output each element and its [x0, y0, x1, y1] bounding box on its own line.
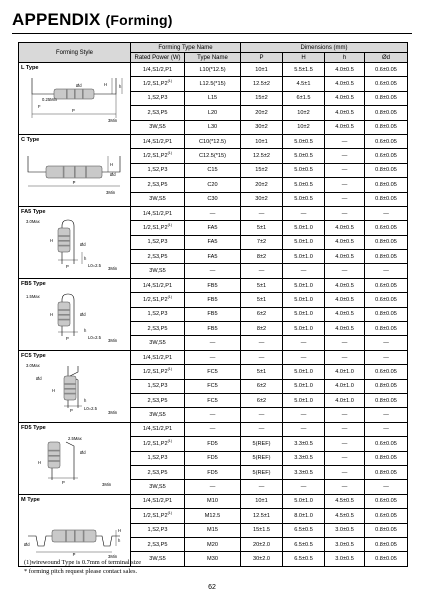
od-cell: 0.8±0.05 [365, 451, 408, 465]
forming-style-name: FD5 Type [21, 424, 46, 431]
forming-style-cell [19, 278, 131, 350]
forming-style-cell [19, 134, 131, 206]
rated-power-cell: 2,S3,P5 [131, 106, 185, 120]
h-upper-cell: 6.5±0.5 [283, 523, 325, 537]
rated-power-cell: 1/4,S1/2,P1 [131, 278, 185, 292]
p-cell: 5±1 [241, 221, 283, 235]
h-upper-cell: — [283, 422, 325, 436]
h-upper-cell: — [283, 480, 325, 494]
fa5-type-diagram [22, 218, 126, 270]
od-cell: 0.6±0.05 [365, 149, 408, 163]
type-name-cell: FC5 [185, 379, 241, 393]
type-name-cell: — [185, 350, 241, 364]
h-lower-cell: — [325, 480, 365, 494]
p-cell: 20±2.0 [241, 537, 283, 551]
h-upper-cell: 10±2 [283, 106, 325, 120]
rated-power-cell: 1/4,S1/2,P1 [131, 134, 185, 148]
diagram-label: 3Min [106, 189, 116, 195]
od-cell: — [365, 264, 408, 278]
page-number: 62 [208, 584, 216, 591]
od-cell: 0.6±0.05 [365, 494, 408, 508]
h-lower-cell: — [325, 192, 365, 206]
rated-power-cell: 3W,S5 [131, 264, 185, 278]
type-name-cell: FD5 [185, 465, 241, 479]
rated-power-cell: 1/2,S1,P2$^{(1)}$ [131, 509, 185, 523]
p-cell: 5(REF) [241, 451, 283, 465]
p-cell: 15±2 [241, 91, 283, 105]
forming-style-cell [19, 422, 131, 494]
p-cell: 10±1 [241, 134, 283, 148]
type-name-cell: M30 [185, 552, 241, 566]
table-row [19, 206, 408, 220]
type-name-cell: — [185, 480, 241, 494]
rated-power-cell: 1/4,S1/2,P1 [131, 206, 185, 220]
type-name-cell: FA5 [185, 250, 241, 264]
rated-power-cell: 3W,S5 [131, 192, 185, 206]
rated-power-cell: 3W,S5 [131, 120, 185, 134]
od-cell: 0.8±0.05 [365, 307, 408, 321]
h-lower-cell: 4.0±0.5 [325, 293, 365, 307]
header-h-upper: H [283, 53, 325, 63]
diagram-label: Ød [36, 375, 42, 381]
od-cell: 0.8±0.05 [365, 250, 408, 264]
page-title [12, 10, 173, 30]
h-upper-cell: 5.0±0.5 [283, 178, 325, 192]
rated-power-cell: 1/2,S1,P2$^{(1)}$ [131, 221, 185, 235]
od-cell: 0.8±0.05 [365, 91, 408, 105]
rated-power-cell: 1,S2,P3 [131, 451, 185, 465]
diagram-label: H [50, 311, 54, 317]
rated-power-cell: 1/2,S1,P2$^{(1)}$ [131, 149, 185, 163]
header-type-name: Type Name [185, 53, 241, 63]
type-name-cell: FD5 [185, 437, 241, 451]
h-upper-cell: 5.5±1.5 [283, 63, 325, 77]
h-lower-cell: — [325, 178, 365, 192]
type-name-cell: FD5 [185, 451, 241, 465]
h-lower-cell: — [325, 149, 365, 163]
p-cell: 12.5±2 [241, 77, 283, 91]
forming-style-name: M Type [21, 496, 40, 503]
h-lower-cell: 4.0±1.0 [325, 379, 365, 393]
h-upper-cell: 8.0±1.0 [283, 509, 325, 523]
rated-power-cell: 3W,S5 [131, 408, 185, 422]
h-upper-cell: 4.5±1 [283, 77, 325, 91]
p-cell: 30±2 [241, 120, 283, 134]
diagram-label: 3.0Max [26, 362, 40, 368]
type-name-cell: C15 [185, 163, 241, 177]
rated-power-cell: 1,S2,P3 [131, 523, 185, 537]
diagram-label: P [66, 335, 69, 341]
diagram-label: P [62, 479, 65, 485]
c-type-diagram [22, 146, 126, 198]
table-row [19, 134, 408, 148]
h-upper-cell: 10±2 [283, 120, 325, 134]
h-lower-cell: 4.0±1.0 [325, 393, 365, 407]
od-cell: 0.6±0.05 [365, 134, 408, 148]
h-upper-cell: 3.3±0.5 [283, 451, 325, 465]
forming-style-cell [19, 63, 131, 135]
forming-style-name: FB5 Type [21, 280, 46, 287]
p-cell: 5(REF) [241, 465, 283, 479]
fc5-type-diagram [22, 362, 126, 414]
forming-style-name: FA5 Type [21, 208, 46, 215]
type-name-cell: L15 [185, 91, 241, 105]
h-lower-cell: 3.0±0.5 [325, 537, 365, 551]
diagram-label: 0.25Min [42, 97, 57, 102]
od-cell: 0.8±0.05 [365, 178, 408, 192]
diagram-label: 1.5Max [26, 293, 40, 299]
diagram-label: P [72, 179, 76, 185]
type-name-cell: FC5 [185, 393, 241, 407]
page-title-main: APPENDIX [12, 10, 101, 29]
diagram-label: 3Min [108, 409, 118, 414]
header-forming-style: Forming Style [19, 43, 131, 63]
p-cell: 7±2 [241, 235, 283, 249]
od-cell: 0.6±0.05 [365, 293, 408, 307]
h-lower-cell: 4.0±0.5 [325, 120, 365, 134]
p-cell: 10±1 [241, 494, 283, 508]
h-upper-cell: 5.0±0.5 [283, 134, 325, 148]
forming-table [18, 42, 408, 567]
h-upper-cell: 5.0±1.0 [283, 365, 325, 379]
type-name-cell: M20 [185, 537, 241, 551]
rated-power-cell: 1/2,S1,P2$^{(1)}$ [131, 293, 185, 307]
type-name-cell: FB5 [185, 278, 241, 292]
od-cell: 0.6±0.05 [365, 365, 408, 379]
h-lower-cell: 4.0±0.5 [325, 250, 365, 264]
p-cell: — [241, 336, 283, 350]
type-name-cell: L10(*12.5) [185, 63, 241, 77]
p-cell: 5±1 [241, 278, 283, 292]
h-lower-cell: 4.0±0.5 [325, 322, 365, 336]
table-row [19, 350, 408, 364]
h-upper-cell: 6.5±0.5 [283, 537, 325, 551]
od-cell: — [365, 350, 408, 364]
rated-power-cell: 2,S3,P5 [131, 250, 185, 264]
diagram-label: Ød [24, 541, 30, 547]
type-name-cell: C10(*12.5) [185, 134, 241, 148]
type-name-cell: M15 [185, 523, 241, 537]
forming-style-name: FC5 Type [21, 352, 46, 359]
type-name-cell: M12.5 [185, 509, 241, 523]
rated-power-cell: 3W,S5 [131, 336, 185, 350]
forming-style-name: C Type [21, 136, 40, 143]
diagram-label: H [110, 161, 114, 167]
diagram-label: H [50, 237, 54, 243]
h-lower-cell: 3.0±0.5 [325, 552, 365, 566]
diagram-label: P [72, 551, 76, 557]
h-upper-cell: — [283, 206, 325, 220]
type-name-cell: M10 [185, 494, 241, 508]
p-cell: 12.5±1 [241, 509, 283, 523]
h-lower-cell: — [325, 437, 365, 451]
diagram-label: H [38, 459, 42, 465]
h-upper-cell: 6±1.5 [283, 91, 325, 105]
od-cell: 0.8±0.05 [365, 192, 408, 206]
p-cell: 5±1 [241, 365, 283, 379]
diagram-label: P [70, 407, 73, 413]
od-cell: 0.8±0.05 [365, 537, 408, 551]
p-cell: — [241, 408, 283, 422]
h-upper-cell: — [283, 336, 325, 350]
table-row [19, 278, 408, 292]
diagram-label: H [118, 527, 122, 533]
p-cell: — [241, 206, 283, 220]
p-cell: 12.5±2 [241, 149, 283, 163]
diagram-label: Ød [76, 83, 82, 88]
h-upper-cell: 5.0±1.0 [283, 278, 325, 292]
rated-power-cell: 1,S2,P3 [131, 235, 185, 249]
diagram-label: 3Min [108, 118, 118, 123]
p-cell: 30±2.0 [241, 552, 283, 566]
od-cell: 0.8±0.05 [365, 393, 408, 407]
forming-style-cell [19, 494, 131, 566]
diagram-label: P [72, 108, 75, 113]
m-type-diagram [22, 506, 126, 558]
h-upper-cell: 5.0±1.0 [283, 307, 325, 321]
diagram-label: 3Min [108, 553, 118, 558]
h-upper-cell: — [283, 408, 325, 422]
type-name-cell: — [185, 408, 241, 422]
od-cell: 0.6±0.05 [365, 77, 408, 91]
p-cell: — [241, 350, 283, 364]
type-name-cell: L30 [185, 120, 241, 134]
diagram-label: 3Min [102, 481, 112, 486]
p-cell: 5±1 [241, 293, 283, 307]
h-lower-cell: 4.0±0.5 [325, 221, 365, 235]
h-upper-cell: 3.3±0.5 [283, 437, 325, 451]
h-lower-cell: — [325, 350, 365, 364]
l-type-diagram [22, 74, 126, 126]
header-dimensions: Dimensions (mm) [241, 43, 408, 53]
od-cell: — [365, 408, 408, 422]
p-cell: 5(REF) [241, 437, 283, 451]
h-upper-cell: 5.0±1.0 [283, 379, 325, 393]
header-h-lower: h [325, 53, 365, 63]
h-upper-cell: 6.5±0.5 [283, 552, 325, 566]
rated-power-cell: 1/4,S1/2,P1 [131, 350, 185, 364]
p-cell: 8±2 [241, 250, 283, 264]
h-lower-cell: — [325, 206, 365, 220]
type-name-cell: C20 [185, 178, 241, 192]
h-upper-cell: 5.0±1.0 [283, 322, 325, 336]
h-lower-cell: 4.0±0.5 [325, 106, 365, 120]
h-lower-cell: 4.0±0.5 [325, 63, 365, 77]
type-name-cell: FB5 [185, 293, 241, 307]
diagram-label: h [84, 255, 87, 261]
forming-style-cell [19, 206, 131, 278]
diagram-label: h [119, 84, 122, 89]
rated-power-cell: 1,S2,P3 [131, 307, 185, 321]
rated-power-cell: 1,S2,P3 [131, 91, 185, 105]
rated-power-cell: 1/4,S1/2,P1 [131, 63, 185, 77]
rated-power-cell: 1/4,S1/2,P1 [131, 494, 185, 508]
type-name-cell: L12.5(*15) [185, 77, 241, 91]
od-cell: 0.6±0.05 [365, 437, 408, 451]
diagram-label: h [118, 537, 121, 543]
p-cell: 8±2 [241, 322, 283, 336]
rated-power-cell: 2,S3,P5 [131, 393, 185, 407]
h-upper-cell: 5.0±1.0 [283, 494, 325, 508]
type-name-cell: C12.5(*15) [185, 149, 241, 163]
header-od: Ød [365, 53, 408, 63]
title-rule [12, 33, 412, 34]
h-lower-cell: — [325, 336, 365, 350]
diagram-label: L0=2.5 [88, 334, 101, 340]
diagram-label: Ød [110, 171, 116, 177]
h-lower-cell: 4.0±0.5 [325, 307, 365, 321]
h-lower-cell: — [325, 451, 365, 465]
table-row [19, 494, 408, 508]
od-cell: 0.8±0.05 [365, 120, 408, 134]
p-cell: 15±1.5 [241, 523, 283, 537]
rated-power-cell: 1/2,S1,P2$^{(1)}$ [131, 365, 185, 379]
od-cell: 0.6±0.05 [365, 221, 408, 235]
od-cell: 0.8±0.05 [365, 379, 408, 393]
table-row [19, 63, 408, 77]
od-cell: — [365, 336, 408, 350]
rated-power-cell: 2,S3,P5 [131, 465, 185, 479]
h-lower-cell: 4.0±0.5 [325, 235, 365, 249]
p-cell: 15±2 [241, 163, 283, 177]
rated-power-cell: 1/2,S1,P2$^{(1)}$ [131, 77, 185, 91]
footnote-pitch-request: * forming pitch request please contact sales. [24, 568, 138, 575]
forming-style-name: L Type [21, 65, 39, 71]
type-name-cell: — [185, 264, 241, 278]
od-cell: 0.8±0.05 [365, 465, 408, 479]
od-cell: — [365, 480, 408, 494]
diagram-label: Ød [80, 449, 86, 455]
od-cell: 0.8±0.05 [365, 106, 408, 120]
type-name-cell: — [185, 422, 241, 436]
header-p: P [241, 53, 283, 63]
h-upper-cell: 5.0±0.5 [283, 163, 325, 177]
diagram-label: H [104, 82, 108, 87]
type-name-cell: FA5 [185, 221, 241, 235]
rated-power-cell: 1/4,S1/2,P1 [131, 422, 185, 436]
od-cell: 0.8±0.05 [365, 322, 408, 336]
p-cell: 20±2 [241, 106, 283, 120]
type-name-cell: L20 [185, 106, 241, 120]
fd5-type-diagram [22, 434, 126, 486]
h-lower-cell: — [325, 422, 365, 436]
h-lower-cell: 3.0±0.5 [325, 523, 365, 537]
diagram-label: h [84, 397, 87, 403]
h-lower-cell: 4.5±0.5 [325, 494, 365, 508]
p-cell: 10±1 [241, 63, 283, 77]
type-name-cell: C30 [185, 192, 241, 206]
od-cell: 0.8±0.05 [365, 523, 408, 537]
rated-power-cell: 1/2,S1,P2$^{(1)}$ [131, 437, 185, 451]
header-forming-type-name: Forming Type Name [131, 43, 241, 53]
rated-power-cell: 2,S3,P5 [131, 537, 185, 551]
table-row [19, 422, 408, 436]
rated-power-cell: 1,S2,P3 [131, 163, 185, 177]
h-lower-cell: 4.0±0.5 [325, 278, 365, 292]
h-lower-cell: 4.5±0.5 [325, 509, 365, 523]
od-cell: 0.6±0.05 [365, 278, 408, 292]
header-rated-power: Rated Power (W) [131, 53, 185, 63]
h-upper-cell: 5.0±1.0 [283, 293, 325, 307]
h-lower-cell: — [325, 163, 365, 177]
table-body [19, 63, 408, 567]
type-name-cell: — [185, 206, 241, 220]
type-name-cell: FB5 [185, 307, 241, 321]
p-cell: 6±2 [241, 379, 283, 393]
od-cell: 0.6±0.05 [365, 63, 408, 77]
forming-style-cell [19, 350, 131, 422]
od-cell: 0.8±0.05 [365, 552, 408, 566]
h-upper-cell: 5.0±0.5 [283, 149, 325, 163]
od-cell: 0.8±0.05 [365, 163, 408, 177]
h-lower-cell: 4.0±0.5 [325, 77, 365, 91]
diagram-label: H [52, 387, 56, 393]
p-cell: 6±2 [241, 393, 283, 407]
type-name-cell: — [185, 336, 241, 350]
type-name-cell: FC5 [185, 365, 241, 379]
diagram-label: F [38, 104, 41, 109]
rated-power-cell: 3W,S5 [131, 552, 185, 566]
p-cell: — [241, 480, 283, 494]
h-upper-cell: — [283, 264, 325, 278]
od-cell: 0.8±0.05 [365, 235, 408, 249]
od-cell: — [365, 206, 408, 220]
diagram-label: 2.5Max [68, 435, 82, 441]
h-lower-cell: — [325, 465, 365, 479]
diagram-label: L0=2.5 [88, 262, 101, 268]
type-name-cell: FA5 [185, 235, 241, 249]
p-cell: — [241, 264, 283, 278]
h-lower-cell: — [325, 408, 365, 422]
rated-power-cell: 2,S3,P5 [131, 322, 185, 336]
p-cell: — [241, 422, 283, 436]
rated-power-cell: 1,S2,P3 [131, 379, 185, 393]
diagram-label: Ød [80, 311, 86, 317]
type-name-cell: FB5 [185, 322, 241, 336]
rated-power-cell: 2,S3,P5 [131, 178, 185, 192]
diagram-label: P [66, 263, 69, 269]
footnote-wirewound: (1)wirewound Type is 0.7mm of terminal size [24, 559, 142, 566]
h-upper-cell: 5.0±1.0 [283, 221, 325, 235]
h-upper-cell: 5.0±1.0 [283, 250, 325, 264]
h-upper-cell: 5.0±1.0 [283, 393, 325, 407]
p-cell: 30±2 [241, 192, 283, 206]
od-cell: — [365, 422, 408, 436]
p-cell: 6±2 [241, 307, 283, 321]
h-lower-cell: 4.0±1.0 [325, 365, 365, 379]
h-lower-cell: — [325, 264, 365, 278]
od-cell: 0.6±0.05 [365, 509, 408, 523]
diagram-label: 3.0Max [26, 218, 40, 224]
diagram-label: L0=2.5 [84, 405, 97, 411]
h-upper-cell: 3.3±0.5 [283, 465, 325, 479]
footnotes [24, 558, 141, 576]
h-upper-cell: — [283, 350, 325, 364]
diagram-label: h [84, 327, 87, 333]
h-lower-cell: 4.0±0.5 [325, 91, 365, 105]
page-title-sub: (Forming) [105, 12, 173, 28]
h-upper-cell: 5.0±1.0 [283, 235, 325, 249]
rated-power-cell: 3W,S5 [131, 480, 185, 494]
fb5-type-diagram [22, 290, 126, 342]
diagram-label: 3Min [108, 337, 118, 342]
h-upper-cell: 5.0±0.5 [283, 192, 325, 206]
diagram-label: Ød [80, 241, 86, 247]
diagram-label: 3Min [108, 265, 118, 270]
p-cell: 20±2 [241, 178, 283, 192]
h-lower-cell: — [325, 134, 365, 148]
